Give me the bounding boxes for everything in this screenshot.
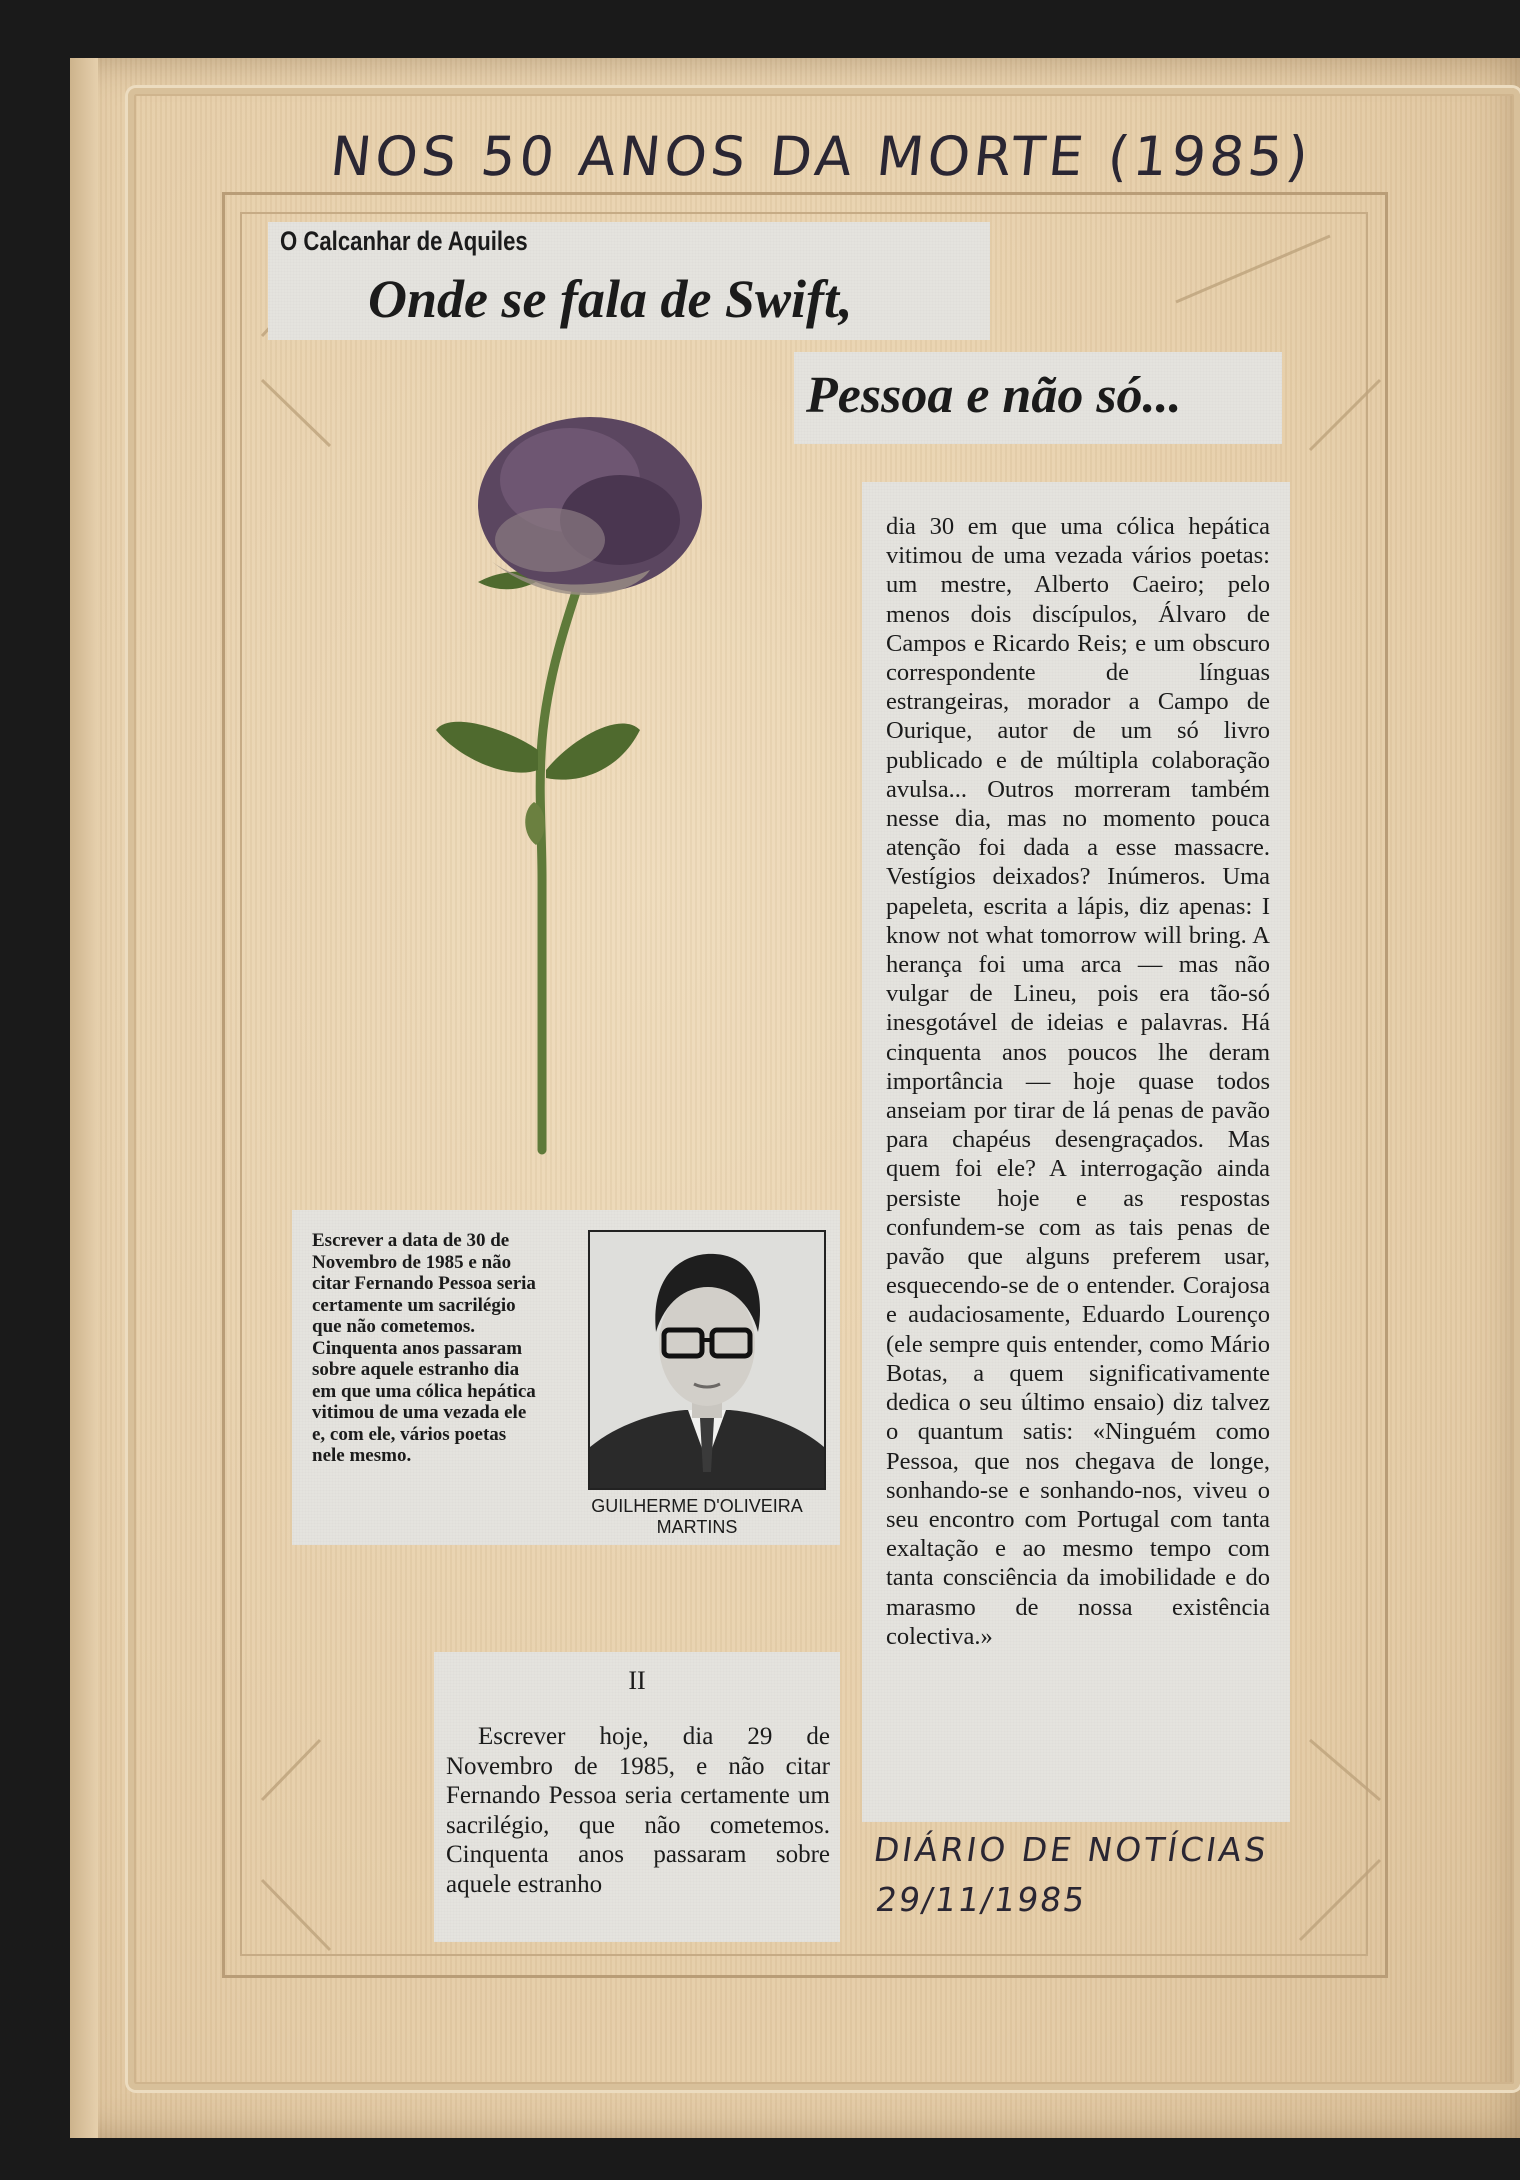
handwritten-date: 29/11/1985 — [873, 1880, 1089, 1919]
headline-line-1: Onde se fala de Swift, — [368, 269, 853, 329]
article-body: dia 30 em que uma cólica hepática vitimou de uma vezada vários poetas: um mestre, Alberto Caeiro; pelo menos dois discípulos, Álvaro de Campos e Ricardo Reis; e um obscuro correspondente de línguas estrangeiras, morador a Campo de Ourique, autor de um só livro publicado e de múltipla colaboração avulsa... Outros morreram também nesse dia, mas no momento pouca atenção foi dada a esse massacre. Vestígios deixados? Inúmeros. Uma papeleta, escrita a lápis, diz apenas: I know not what tomorrow will bring. A herança foi uma arca — mas não vulgar de Lineu, pois era tão-só inesgotável de ideias e palavras. Há cinquenta anos poucos lhe deram importância — hoje quase todos anseiam por tirar de lá penas de pavão para chapéus desengraçados. Mas quem foi ele? A interrogação ainda persiste hoje e as respostas confundem-se com as tais penas de pavão que alguns preferem usar, esquecendo-se de o entender. Corajosa e audaciosamente, Eduardo Lourenço (ele sempre quis entender, como Mário Botas, a quem significativamente dedica o seu último ensaio) diz talvez o quantum satis: «Ninguém como Pessoa, que nos chegava de longe, sonhando-se e sonhando-nos, viveu o seu encontro com Portugal com tanta exaltação e ao mesmo tempo com tanta consciência da imobilidade e do marasmo de nossa existência colectiva.» — [886, 513, 1270, 1650]
headline-line-2: Pessoa e não só... — [806, 367, 1182, 424]
handwritten-title: NOS 50 ANOS DA MORTE (1985) — [327, 125, 1315, 188]
portrait-illustration — [590, 1232, 824, 1488]
photo-credit: GUILHERME D'OLIVEIRA MARTINS — [591, 1496, 803, 1537]
headline-clipping-2 — [794, 352, 1282, 444]
photo-caption: Escrever a data de 30 de Novembro de 1985 e não citar Fernando Pessoa seria certamente um sacrilégio que não cometemos. Cinquenta anos passaram sobre aquele estranho dia em que uma cólica hepática vitimou de uma vezada ele e, com ele, vários poetas nele mesmo. — [312, 1230, 536, 1466]
handwritten-source: DIÁRIO DE NOTÍCIAS — [871, 1830, 1272, 1869]
kicker: O Calcanhar de Aquiles — [280, 226, 528, 256]
caption-clipping — [292, 1210, 840, 1545]
pressed-clover-flower — [430, 410, 720, 1160]
section-body: Escrever hoje, dia 29 de Novembro de 1985, e não citar Fernando Pessoa seria certamente um sacrilégio, que não cometemos. Cinquenta anos passaram sobre aquele estranho — [446, 1723, 830, 1898]
headline-clipping — [268, 222, 990, 340]
section-number: II — [628, 1666, 646, 1695]
flower-head — [478, 417, 702, 595]
flower-stem — [540, 550, 590, 1150]
author-portrait — [588, 1230, 826, 1490]
article-column — [862, 482, 1290, 1822]
section-clipping — [434, 1652, 840, 1942]
